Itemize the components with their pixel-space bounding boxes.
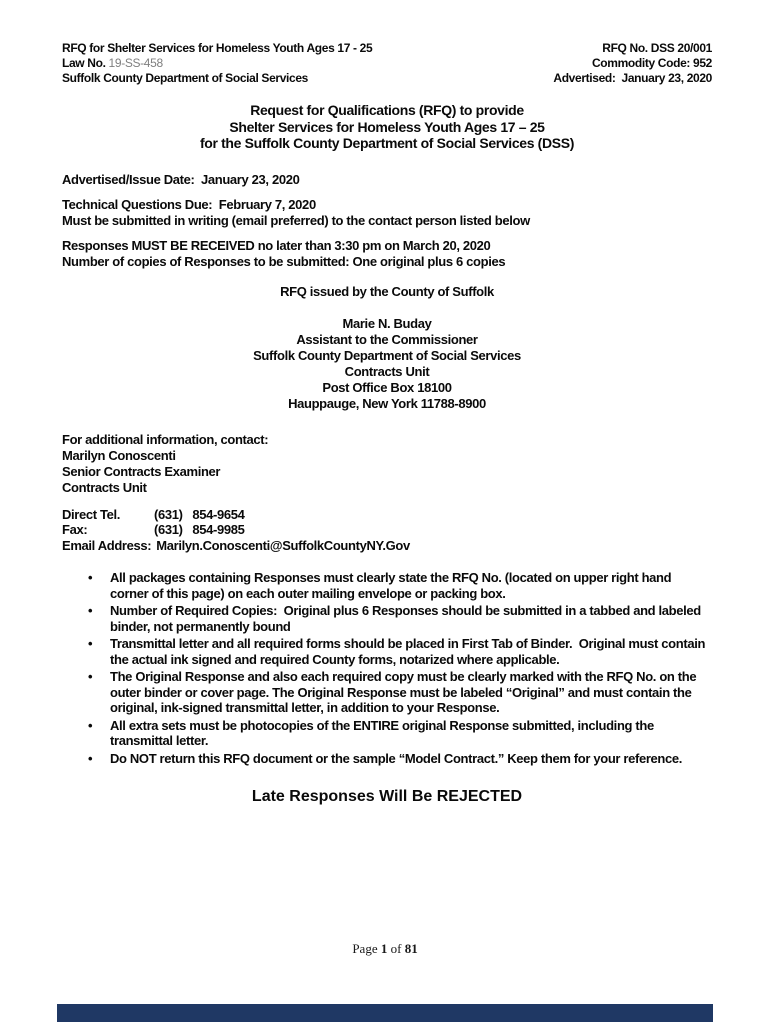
direct-tel-value: (631) 854-9654 (154, 506, 245, 522)
header-commodity-code: Commodity Code: 952 (591, 56, 712, 70)
header-department: Suffolk County Department of Social Services (62, 71, 308, 85)
email-address: Marilyn.Conoscenti@SuffolkCountyNY.Gov (156, 537, 410, 553)
footer-of-label: of (387, 941, 405, 956)
issuer-heading: RFQ issued by the County of Suffolk (280, 284, 494, 299)
footer-total-pages: 81 (404, 941, 418, 956)
document-header (62, 41, 712, 86)
technical-questions-due: Technical Questions Due: February 7, 2020 (62, 197, 316, 212)
title-line-3: for the Suffolk County Department of Social Services (DSS) (199, 135, 575, 151)
header-law-line (62, 56, 372, 71)
direct-tel-label: Direct Tel. (62, 506, 121, 522)
list-item (88, 603, 712, 634)
advertised-issue-date: Advertised/Issue Date: January 23, 2020 (62, 171, 300, 187)
list-item (88, 636, 712, 667)
list-item (88, 669, 712, 716)
list-item (88, 570, 712, 601)
header-rfq-number: RFQ No. DSS 20/001 (602, 41, 712, 55)
issuer-city-state-zip: Hauppauge, New York 11788-8900 (288, 395, 486, 411)
list-item (88, 751, 712, 767)
page-footer (0, 941, 770, 957)
responses-deadline: Responses MUST BE RECEIVED no later than 3:30 pm on March 20, 2020 (62, 238, 491, 253)
header-advertised-date: Advertised: January 23, 2020 (553, 71, 712, 85)
contact-intro: For additional information, contact: (62, 431, 269, 447)
header-rfq-subject: RFQ for Shelter Services for Homeless Youth Ages 17 - 25 (62, 41, 373, 55)
direct-tel-row (62, 507, 712, 523)
bullet-icon: • (88, 603, 93, 618)
responses-deadline-block (62, 238, 712, 269)
bullet-icon: • (88, 636, 93, 651)
late-responses-notice: Late Responses Will Be REJECTED (251, 788, 523, 805)
email-label: Email Address: (62, 537, 152, 553)
bullet-extra-sets: All extra sets must be photocopies of the ENTIRE original Response submitted, including the transmittal letter. (110, 717, 658, 748)
bullet-icon: • (88, 717, 93, 733)
fax-label: Fax: (62, 522, 88, 537)
bullet-transmittal-letter: Transmittal letter and all required forms should be placed in First Tab of Binder. Original must contain the actual ink signed and required County forms, notarized where applicable. (110, 636, 709, 667)
document-title (62, 102, 712, 152)
bullet-icon: • (88, 669, 93, 684)
bullet-do-not-return: Do NOT return this RFQ document or the sample “Model Contract.” Keep them for your reference. (110, 750, 683, 766)
fax-row (62, 522, 712, 538)
law-number-label: Law No. (62, 56, 109, 70)
title-line-2: Shelter Services for Homeless Youth Ages 17 – 25 (229, 118, 545, 135)
page-break-bar (57, 1004, 713, 1022)
technical-questions-instruction: Must be submitted in writing (email preferred) to the contact person listed below (62, 212, 530, 228)
contact-unit: Contracts Unit (62, 479, 147, 495)
footer-page-number: 1 (380, 941, 388, 956)
law-number-value: 19-SS-458 (108, 56, 163, 70)
fax-value: (631) 854-9985 (154, 522, 245, 537)
header-right (553, 41, 712, 86)
contact-name: Marilyn Conoscenti (62, 447, 176, 463)
issuer-name: Marie N. Buday (342, 315, 432, 331)
contact-job-title: Senior Contracts Examiner (62, 463, 221, 479)
issuer-po-box: Post Office Box 18100 (322, 379, 452, 395)
list-item (88, 718, 712, 749)
bullet-icon: • (88, 570, 93, 585)
footer-page-label: Page (352, 941, 381, 956)
issuer-address-block (62, 316, 712, 412)
issuer-department: Suffolk County Department of Social Services (253, 347, 521, 363)
submission-instructions-list (62, 570, 712, 766)
bullet-icon: • (88, 750, 93, 766)
contact-block (62, 432, 712, 496)
bullet-required-copies: Number of Required Copies: Original plus 6 Responses should be submitted in a tabbed and labeled binder, not permanently bound (110, 603, 705, 634)
bullet-original-response-marking: The Original Response and also each required copy must be clearly marked with the RFQ No. on the outer binder or cover page. The Original Response must be labeled “Original” and must contain the original, ink-signed transmittal letter, in addition to your Response. (110, 669, 700, 715)
issuer-title: Assistant to the Commissioner (296, 331, 478, 347)
responses-copies: Number of copies of Responses to be submitted: One original plus 6 copies (62, 253, 506, 269)
issuer-unit: Contracts Unit (344, 363, 430, 379)
contact-phone-block (62, 507, 712, 554)
header-left (62, 41, 372, 86)
bullet-packages-rfq-number: All packages containing Responses must clearly state the RFQ No. (located on upper right hand corner of this page) on each outer mailing envelope or packing box. (110, 570, 675, 601)
title-line-1: Request for Qualifications (RFQ) to provide (250, 102, 524, 118)
email-row (62, 538, 712, 554)
technical-questions-block (62, 197, 712, 228)
